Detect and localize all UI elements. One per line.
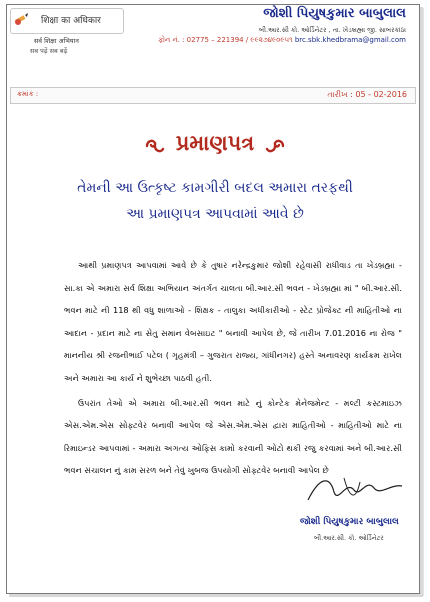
sender-name: જોશી પિયુષકુમાર બાબુલાલ (263, 6, 406, 21)
letterhead-info (158, 6, 414, 62)
subtitle-line-2: આ પ્રમાણપત્ર આપવામાં આવે છે (126, 206, 304, 222)
reference-number: ક્રમાંક : (17, 90, 39, 98)
reference-bar (10, 87, 416, 104)
logo-line2: सब पढ़ें सब बढ़ें (30, 47, 68, 55)
sender-phone: ફોન નં. : 02775 – 221394 / ૯૯૨૭૪૯૦૯૫૧ (158, 36, 293, 44)
logo-title: शिक्षा का अधिकार (41, 16, 101, 26)
certificate-title: પ્રમાણપત્ર (175, 130, 255, 155)
sender-contact (158, 36, 406, 45)
right-ornament-icon (265, 137, 287, 155)
certificate-body (64, 254, 402, 482)
sender-email: brc.sbk.khedbrama@gmail.com (294, 36, 406, 44)
letterhead (8, 6, 416, 62)
ssa-logo (10, 8, 122, 54)
certificate-title-row (0, 130, 430, 156)
logo-banner (10, 8, 124, 34)
left-ornament-icon (143, 137, 165, 155)
signatory-name: જોશી પિયુષકુમાર બાબુલાલ (300, 517, 399, 527)
logo-line1: सर्व शिक्षा अभियान (34, 37, 79, 45)
sender-address: બી.આર.સી કો. ઓર્ડિનેટર , તા. ખેડબ્રહ્મા જી. સાબરકાંઠા (258, 26, 406, 34)
reference-date: તારીખ : 05 - 02-2016 (327, 90, 407, 99)
pencil-icon (14, 12, 28, 26)
signature-icon (300, 470, 410, 510)
subtitle-line-1: તેમની આ ઉત્કૃષ્ટ કામગીરી બદલ અમારા તરફથી (77, 180, 353, 196)
signatory-role: બી.આર.સી. કો. ઓર્ડિનેટર (314, 534, 384, 542)
body-paragraph-2: ઉપરાંત તેઓ એ અમારા બી.આર.સી ભવન માટે નું કોન્ટેક મેનેજમેન્ટ - મલ્ટી કસ્ટમાઇઝ એસ.એમ.એસ સોફ્ટવેર બનાવી આપેલ જે એસ.એમ.એસ દ્વારા માહિતીઓ - માહિતીઓ માટે ના રિમાઇન્ડર આપવામાં - અમારા અગત્ય ઓફિસ કામો કરવાની ઓટો થકી રજુ કરવામાં અને બી.આર.સી ભવન સંચાલન નું કામ સરળ બને તેવું ખુબજ ઉપયોગી સોફ્ટવેર બનાવી આપેલ છે (64, 397, 402, 476)
body-paragraph-1: આથી પ્રમાણપત્ર આપવામાં આવે છે કે તુષાર નરેન્દ્રકુમાર જોશી રહેવાસી રાધીવાડ તા ખેડબ્રહ્મા - સા.કા એ અમારા સર્વ શિક્ષા અભિયાન અંતર્ગત ચાલતા બી.આર.સી ભવન - ખેડબ્રહ્મા માં " બી.આર.સી. ભવન માટે ની 118 થી વધુ શાળાઓ - શિક્ષક - તાલુકા અધીકારીઓ - સ્ટેટ પ્રોજેક્ટ ની માહિતીઓ ના આદાન - પ્રદાન માટે ના સેતુ સમાન વેબસાઇટ " બનાવી આપેલ છે, જે તારીખ 7.01.2016 ના રોજ " માનનીય શ્રી રજનીભાઈ પટેલ ( ગૃહમંત્રી – ગુજરાત રાજ્ય, ગાંધીનગર) હસ્તે અનાવરણ કાર્યક્રમ રાખેલ અને અમારા આ કાર્ય ને શુભેચ્છા પાઠવી હતી. (64, 260, 402, 383)
